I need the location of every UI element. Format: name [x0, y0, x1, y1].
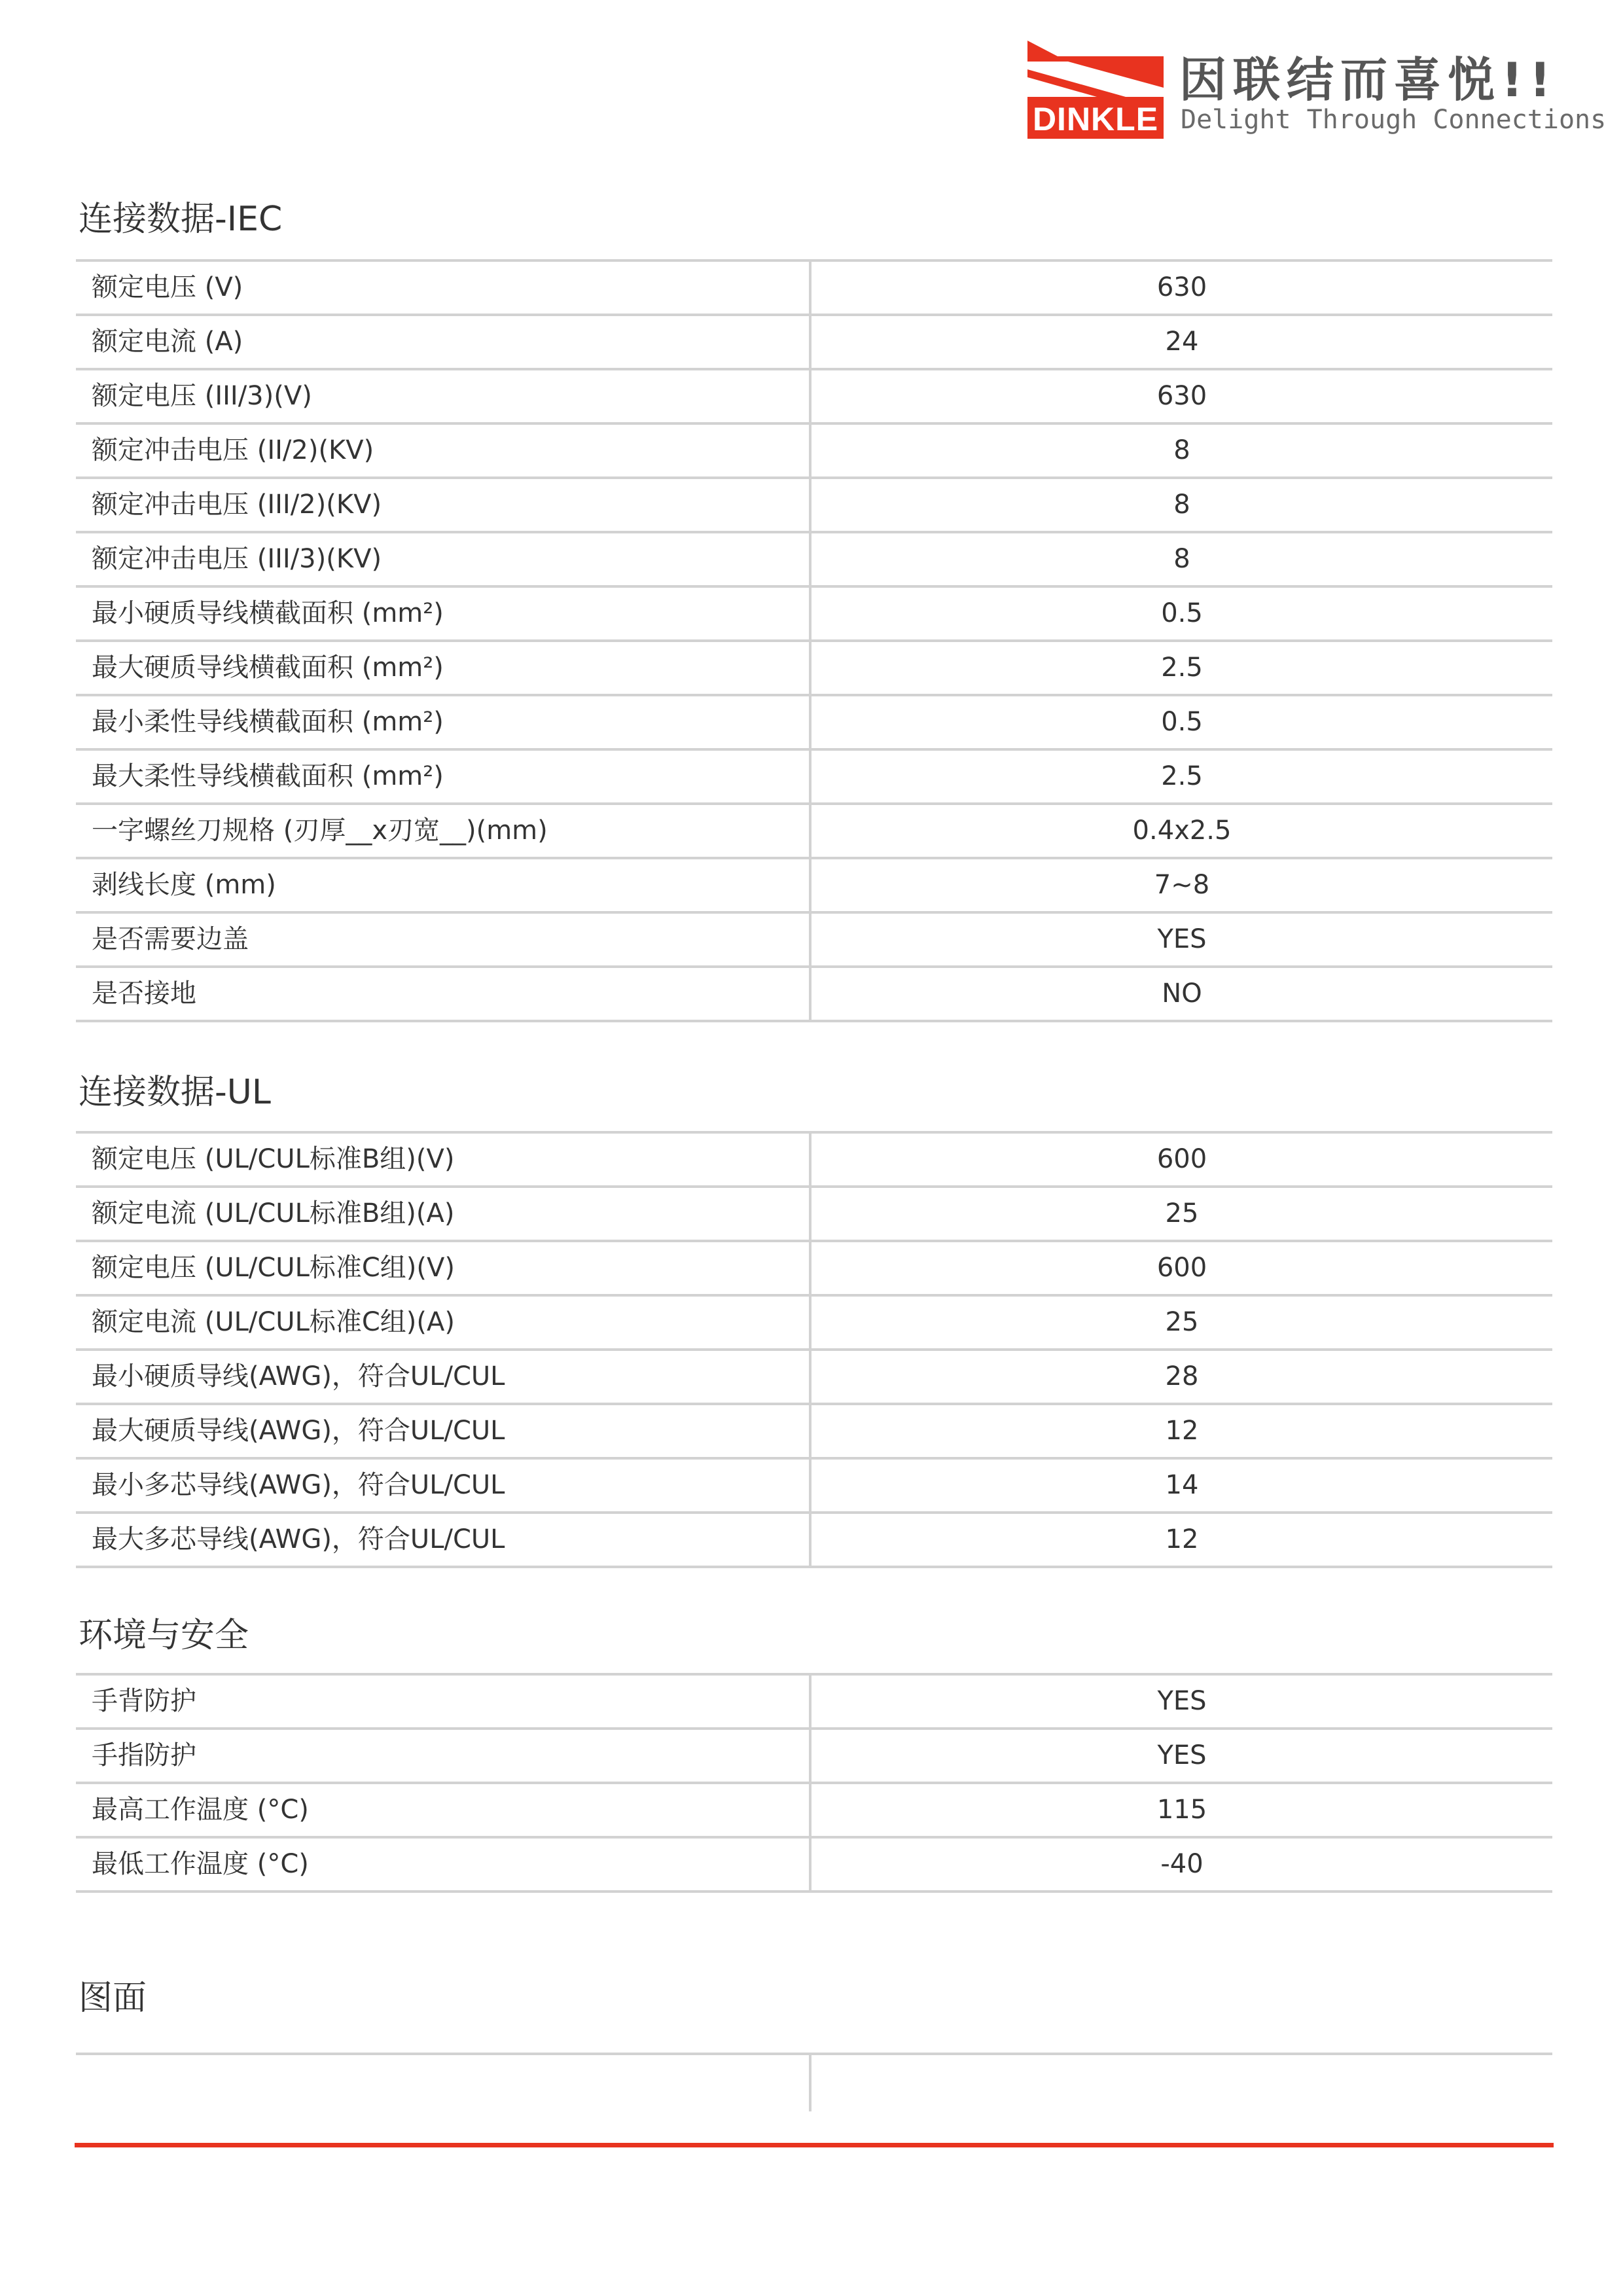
table-row: [76, 1730, 1552, 1784]
row-label: 是否接地: [76, 968, 812, 1020]
table-row: [76, 859, 1552, 914]
logo-wordmark: DINKLE: [1032, 101, 1159, 137]
table-row: [76, 1134, 1552, 1188]
table-row: [76, 425, 1552, 479]
row-label: 手指防护: [76, 1730, 812, 1782]
row-label: 额定电压 (V): [76, 262, 812, 314]
table-row: [76, 914, 1552, 968]
footer-divider: [75, 2143, 1554, 2147]
section-title-environment: 环境与安全: [79, 1616, 249, 1655]
row-label: 额定冲击电压 (III/3)(KV): [76, 533, 812, 585]
row-value: 0.5: [1161, 707, 1203, 737]
row-label: 最大硬质导线横截面积 (mm²): [76, 642, 812, 694]
table-row: [76, 533, 1552, 588]
row-label: 额定电流 (UL/CUL标准C组)(A): [76, 1297, 812, 1348]
table-row: [76, 588, 1552, 642]
spec-table-iec: [76, 259, 1552, 1022]
table-row: [76, 642, 1552, 696]
drawing-table: [76, 2053, 1552, 2111]
row-value: 12: [1165, 1524, 1199, 1554]
row-value: 8: [1173, 544, 1190, 574]
row-value: 630: [1156, 272, 1207, 302]
row-value: 115: [1156, 1795, 1207, 1825]
row-value: 0.5: [1161, 598, 1203, 628]
row-value: 12: [1165, 1416, 1199, 1446]
row-label: 是否需要边盖: [76, 914, 812, 965]
row-value: YES: [1157, 1740, 1207, 1770]
row-label: 最大多芯导线(AWG)，符合UL/CUL: [76, 1514, 812, 1566]
table-row: [76, 1297, 1552, 1351]
row-label: 最小硬质导线(AWG)，符合UL/CUL: [76, 1351, 812, 1403]
row-value: 28: [1165, 1361, 1199, 1391]
row-label: 最小多芯导线(AWG)，符合UL/CUL: [76, 1460, 812, 1511]
spec-table-environment: [76, 1673, 1552, 1893]
table-row: [76, 751, 1552, 805]
row-value: NO: [1162, 978, 1202, 1009]
table-row: [76, 805, 1552, 859]
row-value: 24: [1165, 327, 1199, 357]
brand-logo: [1027, 41, 1607, 139]
section-title-ul: 连接数据-UL: [79, 1073, 271, 1112]
row-label: 最大硬质导线(AWG)，符合UL/CUL: [76, 1405, 812, 1457]
drawing-cell-right: [812, 2055, 1552, 2111]
table-row: [76, 370, 1552, 425]
table-row: [76, 1242, 1552, 1297]
row-value: 600: [1156, 1144, 1207, 1174]
row-label: 额定电压 (UL/CUL标准B组)(V): [76, 1134, 812, 1185]
row-value: 8: [1173, 435, 1190, 465]
row-value: 0.4x2.5: [1132, 816, 1232, 846]
table-row: [76, 1839, 1552, 1893]
table-row: [76, 1188, 1552, 1242]
row-value: 25: [1165, 1198, 1199, 1229]
row-label: 额定电压 (III/3)(V): [76, 370, 812, 422]
slogan-chinese: 因联结而喜悦!!: [1179, 52, 1558, 107]
table-row: [76, 1676, 1552, 1730]
row-value: 14: [1165, 1470, 1199, 1500]
section-title-iec: 连接数据-IEC: [79, 200, 283, 239]
table-row: [76, 1784, 1552, 1839]
row-label: 最低工作温度 (°C): [76, 1839, 812, 1890]
row-label: 最大柔性导线横截面积 (mm²): [76, 751, 812, 802]
row-value: -40: [1160, 1849, 1204, 1879]
table-row: [76, 1514, 1552, 1568]
spec-table-ul: [76, 1131, 1552, 1568]
row-value: 630: [1156, 381, 1207, 411]
table-row: [76, 1405, 1552, 1460]
table-row: [76, 479, 1552, 533]
row-value: 2.5: [1161, 761, 1203, 791]
row-label: 最高工作温度 (°C): [76, 1784, 812, 1836]
drawing-row: [76, 2055, 1552, 2111]
row-label: 手背防护: [76, 1676, 812, 1727]
drawing-cell-left: [76, 2055, 812, 2111]
table-row: [76, 1351, 1552, 1405]
row-value: YES: [1157, 924, 1207, 954]
row-label: 额定电压 (UL/CUL标准C组)(V): [76, 1242, 812, 1294]
row-label: 最小柔性导线横截面积 (mm²): [76, 696, 812, 748]
row-value: 600: [1156, 1253, 1207, 1283]
row-value: 8: [1173, 490, 1190, 520]
row-label: 额定电流 (A): [76, 316, 812, 368]
table-row: [76, 262, 1552, 316]
row-label: 剥线长度 (mm): [76, 859, 812, 911]
row-label: 额定冲击电压 (III/2)(KV): [76, 479, 812, 531]
table-row: [76, 968, 1552, 1022]
row-label: 额定冲击电压 (II/2)(KV): [76, 425, 812, 476]
row-label: 最小硬质导线横截面积 (mm²): [76, 588, 812, 639]
row-value: 7~8: [1154, 870, 1210, 900]
table-row: [76, 1460, 1552, 1514]
row-label: 一字螺丝刀规格 (刃厚__x刃宽__)(mm): [76, 805, 812, 857]
table-row: [76, 316, 1552, 370]
row-value: 25: [1165, 1307, 1199, 1337]
table-row: [76, 696, 1552, 751]
section-title-drawing: 图面: [79, 1979, 147, 2018]
row-value: 2.5: [1161, 653, 1203, 683]
slogan-english: Delight Through Connections: [1181, 105, 1607, 135]
row-value: YES: [1157, 1686, 1207, 1716]
row-label: 额定电流 (UL/CUL标准B组)(A): [76, 1188, 812, 1240]
